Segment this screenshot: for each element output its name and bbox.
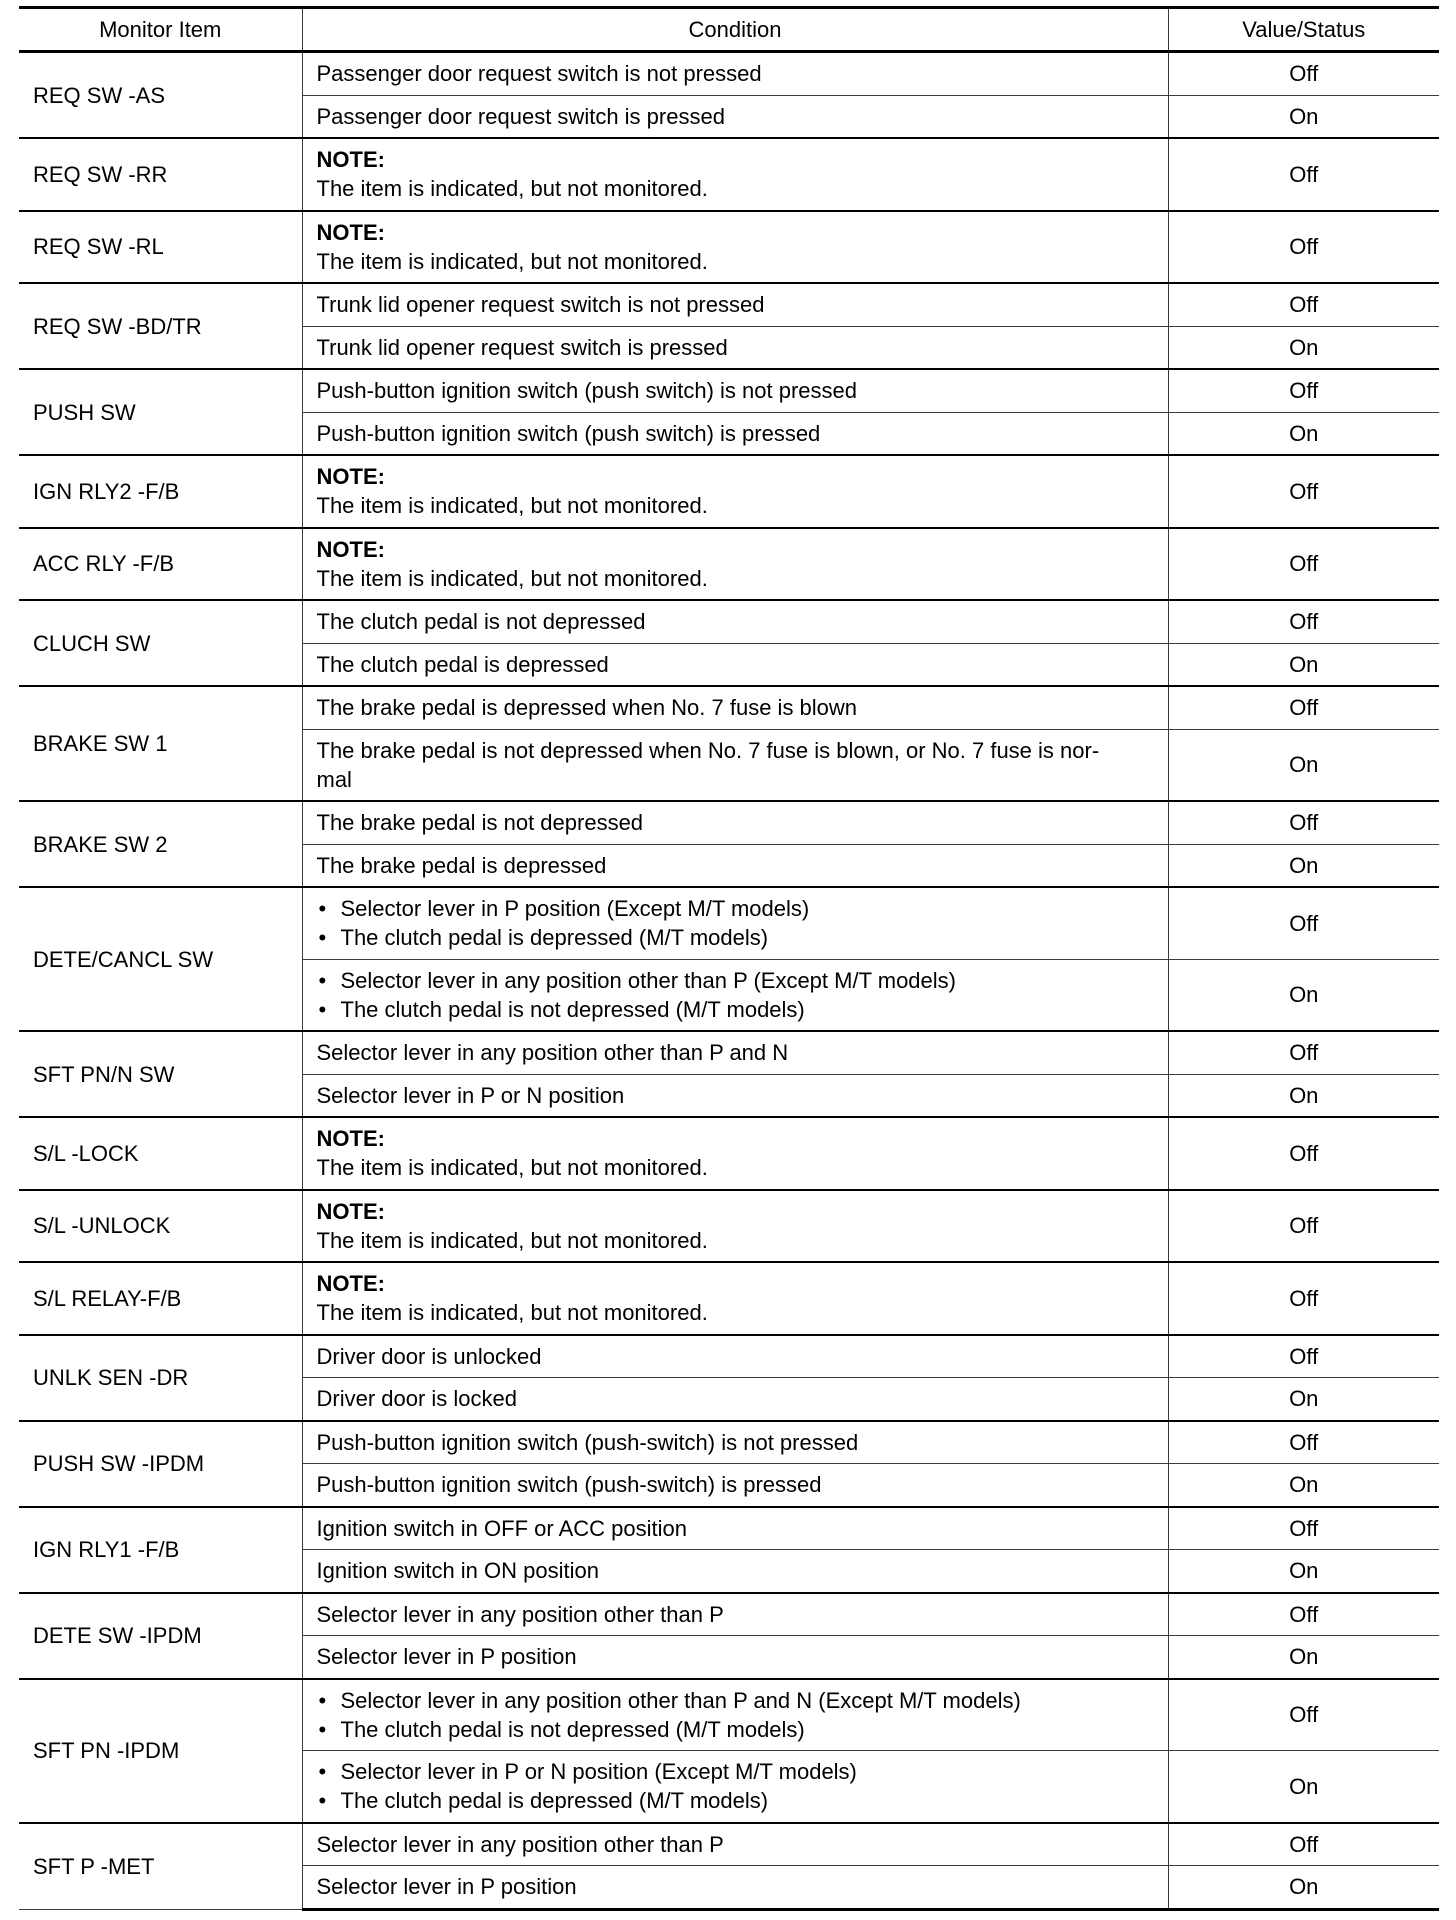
condition-cell (302, 643, 1168, 686)
condition-text: Selector lever in P position (316, 1874, 577, 1900)
value-status-cell: Off (1168, 52, 1439, 96)
note-label: NOTE: (316, 1271, 385, 1297)
note-text: The item is indicated, but not monitored. (316, 1227, 708, 1253)
condition-cell (302, 412, 1168, 455)
value-status-cell: Off (1168, 138, 1439, 211)
monitor-item-cell: PUSH SW (19, 369, 302, 455)
condition-cell (302, 211, 1168, 284)
value-status-cell: Off (1168, 1190, 1439, 1263)
value-status-cell: Off (1168, 887, 1439, 959)
condition-cell (302, 138, 1168, 211)
condition-text-continued: mal (316, 766, 352, 792)
table-row (19, 283, 1439, 326)
value-status-cell: On (1168, 1636, 1439, 1679)
condition-cell (302, 455, 1168, 528)
condition-cell (302, 1335, 1168, 1378)
condition-cell (302, 1421, 1168, 1464)
condition-text: The brake pedal is depressed when No. 7 fuse is blown (316, 695, 858, 721)
condition-cell (302, 1550, 1168, 1593)
condition-bullet-list (317, 1686, 1154, 1744)
note-text: The item is indicated, but not monitored. (316, 176, 708, 202)
table-row (19, 1335, 1439, 1378)
condition-cell (302, 1866, 1168, 1910)
table-row (19, 801, 1439, 844)
value-status-cell: Off (1168, 369, 1439, 412)
table-row (19, 528, 1439, 601)
condition-text: Ignition switch in ON position (316, 1558, 599, 1584)
value-status-cell: On (1168, 1464, 1439, 1507)
note-text: The item is indicated, but not monitored. (316, 248, 708, 274)
value-status-cell: Off (1168, 686, 1439, 729)
header-condition: Condition (302, 8, 1168, 52)
condition-cell (302, 1679, 1168, 1751)
condition-text: Selector lever in P position (316, 1644, 577, 1670)
condition-cell (302, 1262, 1168, 1335)
condition-cell (302, 1636, 1168, 1679)
table-row (19, 1117, 1439, 1190)
value-status-cell: Off (1168, 1679, 1439, 1751)
condition-text: Driver door is locked (316, 1386, 518, 1412)
condition-text: The brake pedal is depressed (316, 852, 607, 878)
condition-text: Driver door is unlocked (316, 1343, 542, 1369)
table-row (19, 1823, 1439, 1866)
table-row (19, 1679, 1439, 1751)
value-status-cell: Off (1168, 1823, 1439, 1866)
note-label: NOTE: (316, 219, 385, 245)
condition-cell (302, 1378, 1168, 1421)
value-status-cell: On (1168, 1866, 1439, 1910)
monitor-item-cell: DETE/CANCL SW (19, 887, 302, 1031)
table-row (19, 600, 1439, 643)
condition-text: Trunk lid opener request switch is pressed (316, 334, 728, 360)
note-label: NOTE: (316, 147, 385, 173)
monitor-item-cell: S/L RELAY-F/B (19, 1262, 302, 1335)
condition-cell (302, 1031, 1168, 1074)
table-row (19, 211, 1439, 284)
condition-cell (302, 1074, 1168, 1117)
condition-text: Selector lever in any position other than P and N (316, 1040, 789, 1066)
condition-cell (302, 801, 1168, 844)
condition-text: Selector lever in any position other than P (316, 1601, 724, 1627)
monitor-item-cell: REQ SW -AS (19, 52, 302, 139)
condition-bullet: • The clutch pedal is not depressed (M/T models) (317, 1715, 1154, 1744)
condition-text: Push-button ignition switch (push switch) is pressed (316, 420, 821, 446)
condition-text: Push-button ignition switch (push-switch) is pressed (316, 1472, 822, 1498)
value-status-cell: Off (1168, 1593, 1439, 1636)
monitor-item-cell: DETE SW -IPDM (19, 1593, 302, 1679)
value-status-cell: On (1168, 326, 1439, 369)
table-row (19, 52, 1439, 96)
condition-bullet: • Selector lever in any position other than P (Except M/T models) (317, 966, 1154, 995)
value-status-cell: Off (1168, 211, 1439, 284)
condition-cell (302, 887, 1168, 959)
value-status-cell: Off (1168, 1335, 1439, 1378)
table-body (19, 52, 1439, 1910)
condition-cell (302, 1593, 1168, 1636)
value-status-cell: On (1168, 643, 1439, 686)
value-status-cell: On (1168, 959, 1439, 1031)
monitor-item-cell: BRAKE SW 1 (19, 686, 302, 801)
header-row (19, 8, 1439, 52)
condition-text: Passenger door request switch is not pressed (316, 61, 762, 87)
condition-text: Selector lever in P or N position (316, 1082, 625, 1108)
monitor-item-cell: PUSH SW -IPDM (19, 1421, 302, 1507)
value-status-cell: On (1168, 1378, 1439, 1421)
monitor-item-cell: SFT PN/N SW (19, 1031, 302, 1117)
value-status-cell: On (1168, 412, 1439, 455)
note-label: NOTE: (316, 536, 385, 562)
table-row (19, 1593, 1439, 1636)
condition-cell (302, 1507, 1168, 1550)
condition-cell (302, 1464, 1168, 1507)
table-row (19, 455, 1439, 528)
value-status-cell: On (1168, 844, 1439, 887)
condition-bullet-list (317, 1757, 1154, 1815)
condition-text: Ignition switch in OFF or ACC position (316, 1515, 687, 1541)
monitor-item-cell: REQ SW -BD/TR (19, 283, 302, 369)
value-status-cell: On (1168, 95, 1439, 138)
header-value-status: Value/Status (1168, 8, 1439, 52)
condition-cell (302, 600, 1168, 643)
table-row (19, 1507, 1439, 1550)
monitor-item-cell: S/L -LOCK (19, 1117, 302, 1190)
value-status-cell: Off (1168, 1031, 1439, 1074)
condition-text: The brake pedal is not depressed (316, 810, 644, 836)
condition-bullet: • Selector lever in any position other than P and N (Except M/T models) (317, 1686, 1154, 1715)
value-status-cell: Off (1168, 1262, 1439, 1335)
condition-text: Passenger door request switch is pressed (316, 103, 725, 129)
table-row (19, 686, 1439, 729)
monitor-item-cell: IGN RLY2 -F/B (19, 455, 302, 528)
note-text: The item is indicated, but not monitored. (316, 493, 708, 519)
note-text: The item is indicated, but not monitored. (316, 1155, 708, 1181)
value-status-cell: On (1168, 1751, 1439, 1823)
value-status-cell: Off (1168, 600, 1439, 643)
condition-cell (302, 1117, 1168, 1190)
table-row (19, 369, 1439, 412)
condition-cell (302, 52, 1168, 96)
monitor-item-cell: SFT P -MET (19, 1823, 302, 1910)
condition-text: The clutch pedal is depressed (316, 651, 609, 677)
condition-cell (302, 1190, 1168, 1263)
value-status-cell: Off (1168, 1421, 1439, 1464)
value-status-cell: Off (1168, 1117, 1439, 1190)
monitor-item-cell: CLUCH SW (19, 600, 302, 686)
condition-cell (302, 369, 1168, 412)
table-row (19, 1262, 1439, 1335)
value-status-cell: Off (1168, 801, 1439, 844)
condition-text: The brake pedal is not depressed when No. 7 fuse is blown, or No. 7 fuse is nor- (316, 737, 1100, 763)
condition-text: Selector lever in any position other than P (316, 1831, 724, 1857)
monitor-item-cell: REQ SW -RL (19, 211, 302, 284)
table-row (19, 1190, 1439, 1263)
monitor-item-cell: IGN RLY1 -F/B (19, 1507, 302, 1593)
condition-bullet: • The clutch pedal is depressed (M/T models) (317, 923, 1154, 952)
monitor-item-cell: SFT PN -IPDM (19, 1679, 302, 1823)
table-row (19, 1031, 1439, 1074)
monitor-item-cell: BRAKE SW 2 (19, 801, 302, 887)
value-status-cell: On (1168, 1550, 1439, 1593)
condition-bullet: • The clutch pedal is not depressed (M/T models) (317, 995, 1154, 1024)
note-text: The item is indicated, but not monitored. (316, 1300, 708, 1326)
condition-bullet: • Selector lever in P position (Except M/T models) (317, 894, 1154, 923)
condition-bullet-list (317, 894, 1154, 952)
header-monitor-item: Monitor Item (19, 8, 302, 52)
table-row (19, 138, 1439, 211)
condition-cell (302, 686, 1168, 729)
condition-cell (302, 1751, 1168, 1823)
condition-cell (302, 326, 1168, 369)
table-row (19, 1421, 1439, 1464)
condition-text: The clutch pedal is not depressed (316, 609, 646, 635)
value-status-cell: On (1168, 729, 1439, 801)
value-status-cell: Off (1168, 283, 1439, 326)
monitor-item-cell: REQ SW -RR (19, 138, 302, 211)
condition-cell (302, 283, 1168, 326)
monitor-table (19, 6, 1439, 1911)
monitor-item-cell: UNLK SEN -DR (19, 1335, 302, 1421)
value-status-cell: Off (1168, 528, 1439, 601)
note-text: The item is indicated, but not monitored. (316, 565, 708, 591)
table-row (19, 887, 1439, 959)
condition-cell (302, 844, 1168, 887)
monitor-item-cell: ACC RLY -F/B (19, 528, 302, 601)
condition-text: Push-button ignition switch (push-switch) is not pressed (316, 1429, 859, 1455)
condition-bullet: • The clutch pedal is depressed (M/T models) (317, 1786, 1154, 1815)
condition-text: Push-button ignition switch (push switch) is not pressed (316, 378, 857, 404)
value-status-cell: On (1168, 1074, 1439, 1117)
monitor-item-cell: S/L -UNLOCK (19, 1190, 302, 1263)
value-status-cell: Off (1168, 1507, 1439, 1550)
condition-cell (302, 959, 1168, 1031)
condition-cell (302, 1823, 1168, 1866)
note-label: NOTE: (316, 1126, 385, 1152)
condition-cell (302, 528, 1168, 601)
condition-cell (302, 729, 1168, 801)
value-status-cell: Off (1168, 455, 1439, 528)
note-label: NOTE: (316, 464, 385, 490)
condition-text: Trunk lid opener request switch is not pressed (316, 292, 765, 318)
condition-cell (302, 95, 1168, 138)
condition-bullet-list (317, 966, 1154, 1024)
condition-bullet: • Selector lever in P or N position (Except M/T models) (317, 1757, 1154, 1786)
note-label: NOTE: (316, 1198, 385, 1224)
